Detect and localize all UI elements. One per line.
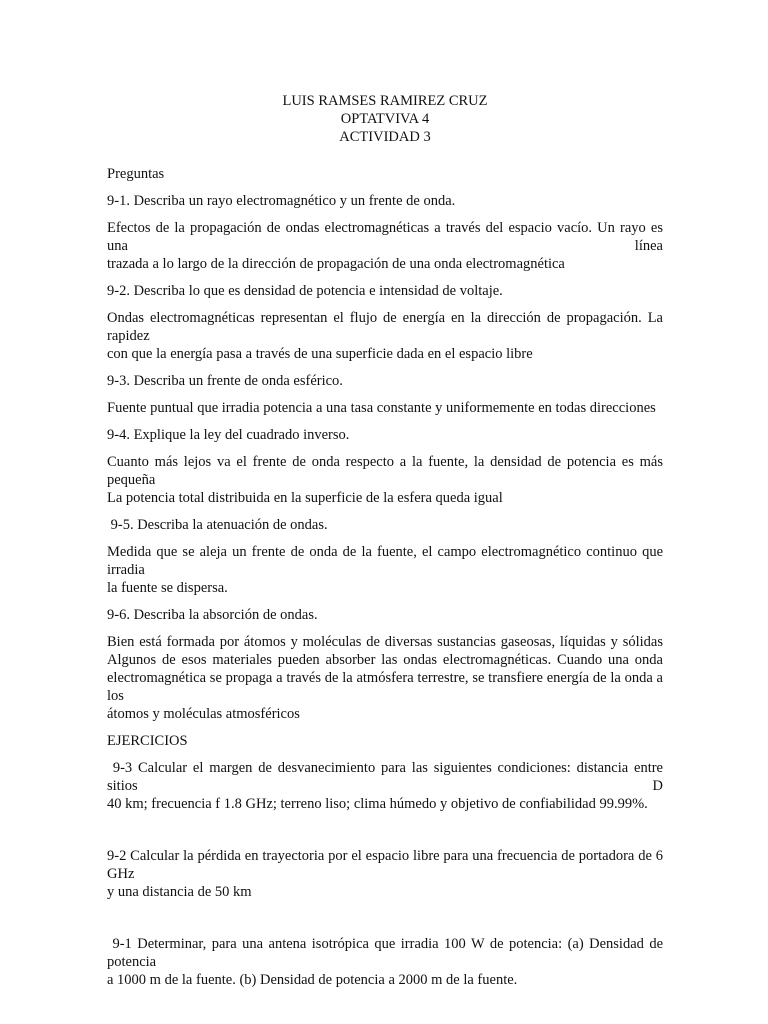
answer-9-1 xyxy=(107,219,663,273)
preguntas-heading: Preguntas xyxy=(107,166,165,182)
answer-line: la fuente se dispersa. xyxy=(107,580,228,596)
answer-line: trazada a lo largo de la dirección de propagación de una onda electromagnética xyxy=(107,256,565,272)
exercise-line: 9-3 Calcular el margen de desvanecimiento para las siguientes condiciones: distancia entre sitios D xyxy=(107,760,667,794)
answer-9-5 xyxy=(107,543,663,597)
document-header xyxy=(107,92,663,146)
author-name: LUIS RAMSES RAMIREZ CRUZ xyxy=(282,93,488,109)
exercise-line: y una distancia de 50 km xyxy=(107,884,252,900)
answer-line: electromagnética se propaga a través de la atmósfera terrestre, se transfiere energía de la onda a los xyxy=(107,670,663,704)
document-page xyxy=(107,92,667,998)
answer-line: Fuente puntual que irradia potencia a una tasa constante y uniformemente en todas direcciones xyxy=(107,400,656,416)
question-9-4: 9-4. Explique la ley del cuadrado inverso. xyxy=(107,427,350,443)
question-9-2: 9-2. Describa lo que es densidad de potencia e intensidad de voltaje. xyxy=(107,283,503,299)
exercise-9-1 xyxy=(107,935,667,989)
activity-title: ACTIVIDAD 3 xyxy=(339,129,431,145)
question-9-3: 9-3. Describa un frente de onda esférico. xyxy=(107,373,343,389)
answer-line: Cuanto más lejos va el frente de onda respecto a la fuente, la densidad de potencia es más pequeña xyxy=(107,454,663,488)
question-9-6: 9-6. Describa la absorción de ondas. xyxy=(107,607,318,623)
answer-line: átomos y moléculas atmosféricos xyxy=(107,706,300,722)
answer-9-3 xyxy=(107,399,663,417)
answer-line: Efectos de la propagación de ondas electromagnéticas a través del espacio vacío. Un rayo es una línea xyxy=(107,220,663,254)
ejercicios-heading: EJERCICIOS xyxy=(107,733,188,749)
exercise-line: 40 km; frecuencia f 1.8 GHz; terreno liso; clima húmedo y objetivo de confiabilidad 99.99%. xyxy=(107,796,648,812)
course-name: OPTATVIVA 4 xyxy=(340,111,430,127)
answer-9-6 xyxy=(107,633,663,723)
answer-9-4 xyxy=(107,453,663,507)
answer-line: con que la energía pasa a través de una superficie dada en el espacio libre xyxy=(107,346,533,362)
answer-line: Bien está formada por átomos y moléculas de diversas sustancias gaseosas, líquidas y sólidas xyxy=(107,634,663,650)
answer-line: Ondas electromagnéticas representan el flujo de energía en la dirección de propagación. La rapidez xyxy=(107,310,663,344)
answer-9-2 xyxy=(107,309,663,363)
exercise-line: 9-1 Determinar, para una antena isotrópica que irradia 100 W de potencia: (a) Densidad de potencia xyxy=(107,936,667,970)
exercise-line: a 1000 m de la fuente. (b) Densidad de potencia a 2000 m de la fuente. xyxy=(107,972,518,988)
answer-line: Medida que se aleja un frente de onda de la fuente, el campo electromagnético continuo que irradia xyxy=(107,544,663,578)
question-9-1: 9-1. Describa un rayo electromagnético y un frente de onda. xyxy=(107,193,456,209)
answer-line: La potencia total distribuida en la superficie de la esfera queda igual xyxy=(107,490,503,506)
answer-line: Algunos de esos materiales pueden absorber las ondas electromagnéticas. Cuando una onda xyxy=(107,652,663,668)
exercise-9-2 xyxy=(107,847,663,901)
exercise-line: 9-2 Calcular la pérdida en trayectoria por el espacio libre para una frecuencia de portadora de 6 GHz xyxy=(107,848,663,882)
question-9-5: 9-5. Describa la atenuación de ondas. xyxy=(107,517,328,533)
exercise-9-3 xyxy=(107,759,667,813)
